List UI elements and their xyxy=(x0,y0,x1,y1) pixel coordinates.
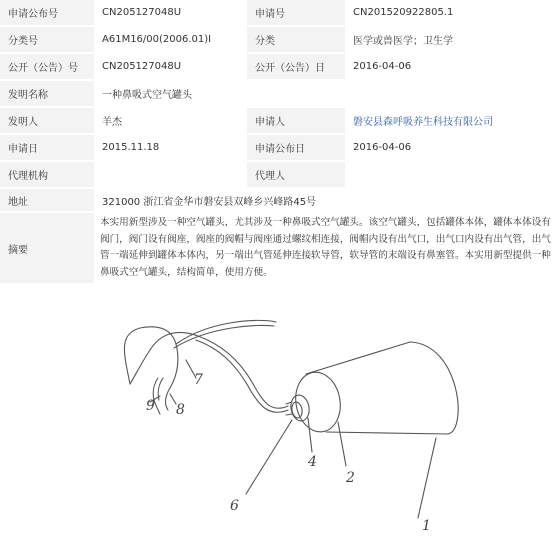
label-inventor: 发明人 xyxy=(0,108,94,135)
value-invention-name: 一种鼻吸式空气罐头 xyxy=(94,81,558,108)
row-publication-number xyxy=(0,0,558,27)
value-application-publication-date: 2016-04-06 xyxy=(345,135,558,162)
row-invention-name xyxy=(0,81,558,108)
drawing-label-6: 6 xyxy=(230,498,239,514)
value-publication-announcement-number: CN205127048U xyxy=(94,54,247,81)
label-classification-number: 分类号 xyxy=(0,27,94,54)
value-address: 321000 浙江省金华市磐安县双峰乡兴峰路45号 xyxy=(94,189,558,213)
drawing-label-7: 7 xyxy=(194,372,203,388)
value-inventor: 羊杰 xyxy=(94,108,247,135)
drawing-label-4: 4 xyxy=(308,454,317,470)
label-applicant: 申请人 xyxy=(247,108,345,135)
label-publication-number: 申请公布号 xyxy=(0,0,94,27)
applicant-link[interactable]: 磐安县森呼吸养生科技有限公司 xyxy=(345,108,558,135)
label-publication-announcement-date: 公开（公告）日 xyxy=(247,54,345,81)
row-publication xyxy=(0,54,558,81)
label-category: 分类 xyxy=(247,27,345,54)
value-application-number: CN201520922805.1 xyxy=(345,0,558,27)
row-inventor xyxy=(0,108,558,135)
label-agent: 代理人 xyxy=(247,162,345,189)
label-abstract: 摘要 xyxy=(0,213,94,285)
row-address xyxy=(0,189,558,213)
label-agency: 代理机构 xyxy=(0,162,94,189)
drawing-label-2: 2 xyxy=(346,470,355,486)
value-agency xyxy=(94,162,247,189)
drawing-label-8: 8 xyxy=(176,402,185,418)
row-abstract xyxy=(0,213,558,285)
row-application-date xyxy=(0,135,558,162)
value-application-date: 2015.11.18 xyxy=(94,135,247,162)
value-agent xyxy=(345,162,558,189)
row-agency xyxy=(0,162,558,189)
value-abstract: 本实用新型涉及一种空气罐头，尤其涉及一种鼻吸式空气罐头。该空气罐头，包括罐体本体，罐体本体设有阀门，阀门设有阀座，阀座的阀帽与阀座通过螺纹相连接，阀帽内设有出气口，出气口内设有出气管，出气管一端延伸到罐体本体内，另一端出气管延伸连接软导管，软导管的末端设有鼻塞管。本实用新型提供一种鼻吸式空气罐头，结构简单，使用方便。 xyxy=(94,213,558,285)
drawing-label-1: 1 xyxy=(422,518,431,534)
label-application-number: 申请号 xyxy=(247,0,345,27)
drawing-label-9: 9 xyxy=(146,398,155,414)
value-publication-announcement-date: 2016-04-06 xyxy=(345,54,558,81)
label-application-date: 申请日 xyxy=(0,135,94,162)
label-address: 地址 xyxy=(0,189,94,213)
value-publication-number: CN205127048U xyxy=(94,0,247,27)
label-invention-name: 发明名称 xyxy=(0,81,94,108)
row-classification xyxy=(0,27,558,54)
value-category: 医学或兽医学；卫生学 xyxy=(345,27,558,54)
label-application-publication-date: 申请公布日 xyxy=(247,135,345,162)
patent-drawing xyxy=(0,314,558,560)
value-classification-number: A61M16/00(2006.01)I xyxy=(94,27,247,54)
label-publication-announcement-number: 公开（公告）号 xyxy=(0,54,94,81)
